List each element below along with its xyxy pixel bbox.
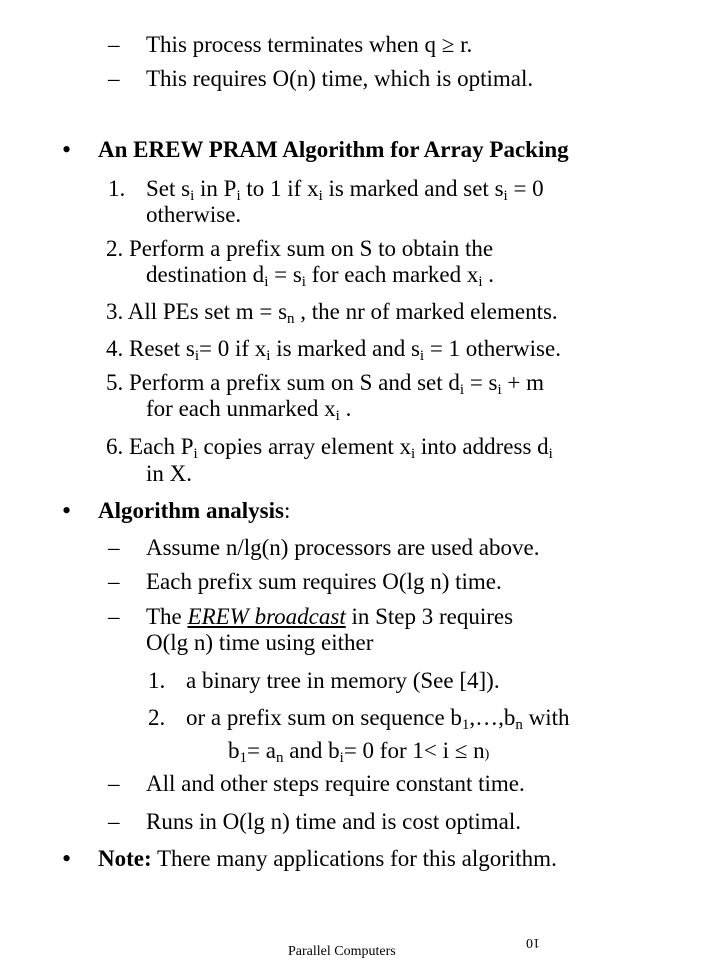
sub-step-binary-tree: a binary tree in memory (See [4]). [186, 668, 500, 693]
intro-line-optimal: This requires O(n) time, which is optimal. [146, 66, 534, 91]
step-6-line-1: 6. Each $P_i$ copies array element $x_i$ into address $d_i$ [106, 434, 553, 462]
step-3-line-1: 3. All PEs set $m = s_n$ , the nr of marked elements. [106, 299, 558, 327]
bullet-marker: • [62, 844, 72, 873]
analysis-item-constant-time: All and other steps require constant time. [146, 771, 525, 796]
bullet-marker: • [62, 496, 72, 525]
step-1-line-2: otherwise. [146, 202, 242, 227]
analysis-item-broadcast-line-1: The EREW broadcast in Step 3 requires [146, 604, 514, 629]
analysis-item-processors: Assume n/lg(n) processors are used above. [146, 535, 540, 560]
sub-step-condition: $b_1= a_n$ and $b_i= 0$ for 1< i ≤ n) [228, 738, 490, 766]
note-line: Note: There many applications for this algorithm. [98, 846, 557, 871]
sub-step-number: 2. [148, 705, 166, 730]
analysis-item-cost-optimal: Runs in O(lg n) time and is cost optimal. [146, 809, 521, 834]
step-4-line-1: 4. Reset $s_i= 0$ if $x_i$ is marked and $s_i = 1$ otherwise. [106, 336, 561, 364]
dash-marker: – [108, 569, 120, 594]
bullet-marker: • [62, 135, 72, 164]
section-heading-array-packing: An EREW PRAM Algorithm for Array Packing [98, 137, 569, 162]
footer-page-number: 10 [526, 935, 540, 950]
sub-step-number: 1. [148, 668, 166, 693]
footer-course-title: Parallel Computers [288, 944, 396, 959]
dash-marker: – [108, 771, 120, 796]
step-2-line-1: 2. Perform a prefix sum on S to obtain the [106, 236, 494, 261]
analysis-item-broadcast-line-2: O(lg n) time using either [146, 630, 374, 655]
sub-step-prefix-sequence: or a prefix sum on sequence $b_1,\dots,b_n$ with [186, 705, 570, 733]
section-heading-analysis: Algorithm analysis: [98, 498, 291, 523]
step-5-line-2: for each unmarked $x_i$ . [146, 396, 352, 424]
step-number: 1. [108, 176, 126, 201]
step-2-line-2: destination $d_i = s_i$ for each marked $x_i$ . [146, 262, 495, 290]
dash-marker: – [108, 535, 120, 560]
dash-marker: – [108, 604, 120, 629]
dash-marker: – [108, 809, 120, 834]
intro-line-terminates: This process terminates when q ≥ r. [146, 32, 473, 57]
step-6-line-2: in X. [146, 461, 192, 486]
dash-marker: – [108, 32, 120, 57]
dash-marker: – [108, 66, 120, 91]
step-1-line-1: Set $s_i$ in $P_i$ to 1 if $x_i$ is marked and set $s_i = 0$ [146, 176, 544, 204]
analysis-item-prefix-sum: Each prefix sum requires O(lg n) time. [146, 569, 502, 594]
step-5-line-1: 5. Perform a prefix sum on S and set $d_i = s_i + m$ [106, 370, 545, 398]
erew-broadcast-link[interactable]: EREW broadcast [187, 604, 346, 629]
